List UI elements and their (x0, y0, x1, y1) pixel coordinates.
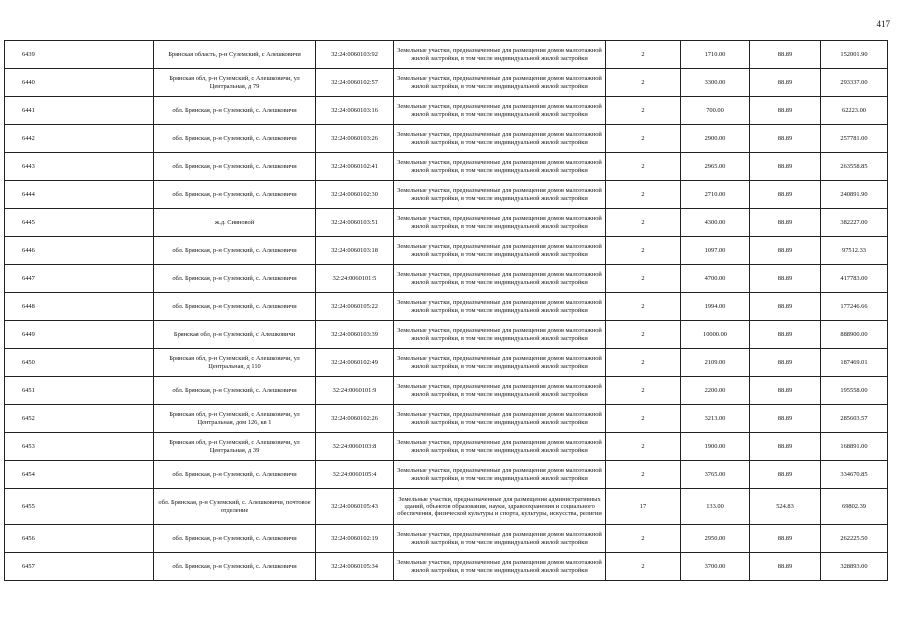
area-cell: 700.00 (681, 97, 750, 125)
address-cell: обл. Брянская, р-н Суземский, с. Алешковичи (154, 265, 316, 293)
group-cell: 2 (606, 209, 681, 237)
cadastral-number-cell: 32:24:0060103:51 (316, 209, 394, 237)
cadastral-value-cell: 334670.85 (821, 461, 888, 489)
address-cell: обл. Брянская, р-н Суземский, с. Алешковичи (154, 153, 316, 181)
cadastral-value-cell: 97512.33 (821, 237, 888, 265)
table-row (5, 321, 888, 349)
group-cell: 2 (606, 41, 681, 69)
row-number: 6446 (5, 237, 154, 265)
table-row (5, 405, 888, 433)
group-cell: 2 (606, 181, 681, 209)
specific-value-cell: 88.89 (750, 41, 821, 69)
address-cell: Брянская обл, р-н Суземский, с Алешковичи, ул Центральная, д 79 (154, 69, 316, 97)
land-use-cell: Земельные участки, предназначенные для размещения домов малоэтажной жилой застройки, в том числе индивидуальной жилой застройки (394, 461, 606, 489)
cadastral-number-cell: 32:24:0060103:8 (316, 433, 394, 461)
land-use-cell: Земельные участки, предназначенные для размещения домов малоэтажной жилой застройки, в том числе индивидуальной жилой застройки (394, 525, 606, 553)
area-cell: 3213.00 (681, 405, 750, 433)
area-cell: 4300.00 (681, 209, 750, 237)
specific-value-cell: 88.89 (750, 181, 821, 209)
land-use-cell: Земельные участки, предназначенные для размещения домов малоэтажной жилой застройки, в том числе индивидуальной жилой застройки (394, 265, 606, 293)
table-row (5, 181, 888, 209)
cadastral-value-cell: 262225.50 (821, 525, 888, 553)
specific-value-cell: 88.89 (750, 293, 821, 321)
area-cell: 2900.00 (681, 125, 750, 153)
row-number: 6449 (5, 321, 154, 349)
table-row (5, 349, 888, 377)
cadastral-value-cell: 177246.66 (821, 293, 888, 321)
specific-value-cell: 88.89 (750, 349, 821, 377)
table-row (5, 525, 888, 553)
cadastral-value-cell: 417783.00 (821, 265, 888, 293)
cadastral-number-cell: 32:24:0060103:26 (316, 125, 394, 153)
area-cell: 1097.00 (681, 237, 750, 265)
table-row (5, 125, 888, 153)
land-use-cell: Земельные участки, предназначенные для размещения домов малоэтажной жилой застройки, в том числе индивидуальной жилой застройки (394, 405, 606, 433)
cadastral-value-cell: 888900.00 (821, 321, 888, 349)
area-cell: 10000.00 (681, 321, 750, 349)
cadastral-value-cell: 168891.00 (821, 433, 888, 461)
group-cell: 2 (606, 237, 681, 265)
cadastral-number-cell: 32:24:0060105:4 (316, 461, 394, 489)
specific-value-cell: 88.89 (750, 237, 821, 265)
specific-value-cell: 88.89 (750, 405, 821, 433)
area-cell: 2200.00 (681, 377, 750, 405)
group-cell: 2 (606, 525, 681, 553)
address-cell: обл. Брянская, р-н Суземский, с. Алешковичи (154, 293, 316, 321)
specific-value-cell: 88.89 (750, 97, 821, 125)
table-row (5, 433, 888, 461)
address-cell: Брянская обл, р-н Суземский, с Алешковичи, ул Центральная, д 39 (154, 433, 316, 461)
area-cell: 3300.00 (681, 69, 750, 97)
specific-value-cell: 88.89 (750, 433, 821, 461)
group-cell: 2 (606, 125, 681, 153)
specific-value-cell: 88.89 (750, 69, 821, 97)
table-row (5, 489, 888, 525)
group-cell: 2 (606, 321, 681, 349)
row-number: 6442 (5, 125, 154, 153)
land-use-cell: Земельные участки, предназначенные для размещения домов малоэтажной жилой застройки, в том числе индивидуальной жилой застройки (394, 97, 606, 125)
area-cell: 4700.00 (681, 265, 750, 293)
row-number: 6441 (5, 97, 154, 125)
area-cell: 2109.00 (681, 349, 750, 377)
land-use-cell: Земельные участки, предназначенные для размещения домов малоэтажной жилой застройки, в том числе индивидуальной жилой застройки (394, 69, 606, 97)
row-number: 6451 (5, 377, 154, 405)
area-cell: 1710.00 (681, 41, 750, 69)
group-cell: 2 (606, 265, 681, 293)
group-cell: 2 (606, 553, 681, 581)
address-cell: обл. Брянская, р-н Суземский, с. Алешковичи (154, 97, 316, 125)
address-cell: обл. Брянская, р-н Суземский, с. Алешковичи (154, 525, 316, 553)
land-use-cell: Земельные участки, предназначенные для размещения домов малоэтажной жилой застройки, в том числе индивидуальной жилой застройки (394, 349, 606, 377)
cadastral-number-cell: 32:24:0060102:41 (316, 153, 394, 181)
area-cell: 1994.00 (681, 293, 750, 321)
cadastral-value-cell: 285603.57 (821, 405, 888, 433)
row-number: 6453 (5, 433, 154, 461)
group-cell: 2 (606, 97, 681, 125)
group-cell: 2 (606, 69, 681, 97)
row-number: 6457 (5, 553, 154, 581)
cadastral-number-cell: 32:24:0060103:16 (316, 97, 394, 125)
cadastral-value-cell: 293337.00 (821, 69, 888, 97)
row-number: 6440 (5, 69, 154, 97)
cadastral-number-cell: 32:24:0060101:5 (316, 265, 394, 293)
area-cell: 2950.00 (681, 525, 750, 553)
group-cell: 2 (606, 293, 681, 321)
land-use-cell: Земельные участки, предназначенные для размещения домов малоэтажной жилой застройки, в том числе индивидуальной жилой застройки (394, 125, 606, 153)
cadastral-value-cell: 69802.39 (821, 489, 888, 525)
table-row (5, 209, 888, 237)
specific-value-cell: 88.89 (750, 553, 821, 581)
specific-value-cell: 88.89 (750, 265, 821, 293)
address-cell: обл. Брянская, р-н Суземский, с. Алешковичи (154, 125, 316, 153)
area-cell: 3765.00 (681, 461, 750, 489)
land-use-cell: Земельные участки, предназначенные для размещения домов малоэтажной жилой застройки, в том числе индивидуальной жилой застройки (394, 209, 606, 237)
row-number: 6448 (5, 293, 154, 321)
address-cell: Брянская обл, р-н Суземский, с Алешковичи, ул Центральная, дом 126, кв 1 (154, 405, 316, 433)
land-use-cell: Земельные участки, предназначенные для размещения домов малоэтажной жилой застройки, в том числе индивидуальной жилой застройки (394, 293, 606, 321)
table-row (5, 97, 888, 125)
group-cell: 17 (606, 489, 681, 525)
row-number: 6450 (5, 349, 154, 377)
group-cell: 2 (606, 153, 681, 181)
cadastral-number-cell: 32:24:0060105:22 (316, 293, 394, 321)
table-row (5, 461, 888, 489)
land-use-cell: Земельные участки, предназначенные для размещения домов малоэтажной жилой застройки, в том числе индивидуальной жилой застройки (394, 41, 606, 69)
cadastral-value-cell: 257781.00 (821, 125, 888, 153)
cadastral-value-cell: 382227.00 (821, 209, 888, 237)
cadastral-number-cell: 32:24:0060102:26 (316, 405, 394, 433)
address-cell: обл. Брянская, р-н Суземский, с. Алешковичи (154, 553, 316, 581)
row-number: 6445 (5, 209, 154, 237)
page-number: 417 (876, 19, 890, 29)
table-row (5, 553, 888, 581)
cadastral-number-cell: 32:24:0060101:9 (316, 377, 394, 405)
land-use-cell: Земельные участки, предназначенные для размещения домов малоэтажной жилой застройки, в том числе индивидуальной жилой застройки (394, 433, 606, 461)
row-number: 6455 (5, 489, 154, 525)
cadastral-number-cell: 32:24:0060103:39 (316, 321, 394, 349)
land-use-cell: Земельные участки, предназначенные для размещения домов малоэтажной жилой застройки, в том числе индивидуальной жилой застройки (394, 553, 606, 581)
land-use-cell: Земельные участки, предназначенные для размещения домов малоэтажной жилой застройки, в том числе индивидуальной жилой застройки (394, 153, 606, 181)
cadastral-value-table (4, 40, 888, 581)
area-cell: 133.00 (681, 489, 750, 525)
specific-value-cell: 524.83 (750, 489, 821, 525)
cadastral-value-cell: 195558.00 (821, 377, 888, 405)
address-cell: ж.д. Сияновой (154, 209, 316, 237)
row-number: 6456 (5, 525, 154, 553)
address-cell: Брянская обл, р-н Суземский, с Алешковичи, ул Центральная, д 110 (154, 349, 316, 377)
cadastral-value-cell: 152001.90 (821, 41, 888, 69)
cadastral-value-cell: 187469.01 (821, 349, 888, 377)
group-cell: 2 (606, 461, 681, 489)
row-number: 6452 (5, 405, 154, 433)
address-cell: обл. Брянская, р-н Суземский, с. Алешковичи (154, 237, 316, 265)
specific-value-cell: 88.89 (750, 209, 821, 237)
specific-value-cell: 88.89 (750, 377, 821, 405)
land-use-cell: Земельные участки, предназначенные для размещения домов малоэтажной жилой застройки, в том числе индивидуальной жилой застройки (394, 321, 606, 349)
row-number: 6454 (5, 461, 154, 489)
table-row (5, 237, 888, 265)
cadastral-number-cell: 32:24:0060103:18 (316, 237, 394, 265)
row-number: 6439 (5, 41, 154, 69)
land-use-cell: Земельные участки, предназначенные для размещения административных зданий, объектов образования, науки, здравоохранения и социального обеспечения, физической культуры и спорта, культуры, искусства, религии (394, 489, 606, 525)
cadastral-number-cell: 32:24:0060102:19 (316, 525, 394, 553)
specific-value-cell: 88.89 (750, 525, 821, 553)
specific-value-cell: 88.89 (750, 321, 821, 349)
table-row (5, 293, 888, 321)
table-row (5, 153, 888, 181)
group-cell: 2 (606, 405, 681, 433)
table-row (5, 377, 888, 405)
cadastral-number-cell: 32:24:0060103:92 (316, 41, 394, 69)
cadastral-value-cell: 263558.85 (821, 153, 888, 181)
row-number: 6447 (5, 265, 154, 293)
table-row (5, 41, 888, 69)
land-use-cell: Земельные участки, предназначенные для размещения домов малоэтажной жилой застройки, в том числе индивидуальной жилой застройки (394, 181, 606, 209)
table-row (5, 69, 888, 97)
table-row (5, 265, 888, 293)
address-cell: обл. Брянская, р-н Суземский, с. Алешковичи (154, 461, 316, 489)
area-cell: 3700.00 (681, 553, 750, 581)
area-cell: 2710.00 (681, 181, 750, 209)
cadastral-number-cell: 32:24:0060102:49 (316, 349, 394, 377)
specific-value-cell: 88.89 (750, 461, 821, 489)
address-cell: Брянская область, р-н Суземский, с Алешковичи (154, 41, 316, 69)
address-cell: обл. Брянская, р-н Суземский, с. Алешковичи (154, 181, 316, 209)
cadastral-number-cell: 32:24:0060102:57 (316, 69, 394, 97)
address-cell: обл. Брянская, р-н Суземский, с. Алешковичи, почтовое отделение (154, 489, 316, 525)
land-use-cell: Земельные участки, предназначенные для размещения домов малоэтажной жилой застройки, в том числе индивидуальной жилой застройки (394, 377, 606, 405)
specific-value-cell: 88.89 (750, 153, 821, 181)
row-number: 6443 (5, 153, 154, 181)
group-cell: 2 (606, 433, 681, 461)
area-cell: 2965.00 (681, 153, 750, 181)
specific-value-cell: 88.89 (750, 125, 821, 153)
group-cell: 2 (606, 349, 681, 377)
group-cell: 2 (606, 377, 681, 405)
cadastral-number-cell: 32:24:0060102:30 (316, 181, 394, 209)
cadastral-number-cell: 32:24:0060105:34 (316, 553, 394, 581)
address-cell: обл. Брянская, р-н Суземский, с. Алешковичи (154, 377, 316, 405)
land-use-cell: Земельные участки, предназначенные для размещения домов малоэтажной жилой застройки, в том числе индивидуальной жилой застройки (394, 237, 606, 265)
row-number: 6444 (5, 181, 154, 209)
address-cell: Брянская обл, р-н Суземский, с Алешковичи (154, 321, 316, 349)
cadastral-value-cell: 328893.00 (821, 553, 888, 581)
cadastral-number-cell: 32:24:0060105:43 (316, 489, 394, 525)
area-cell: 1900.00 (681, 433, 750, 461)
cadastral-value-cell: 62223.00 (821, 97, 888, 125)
cadastral-value-cell: 240891.90 (821, 181, 888, 209)
